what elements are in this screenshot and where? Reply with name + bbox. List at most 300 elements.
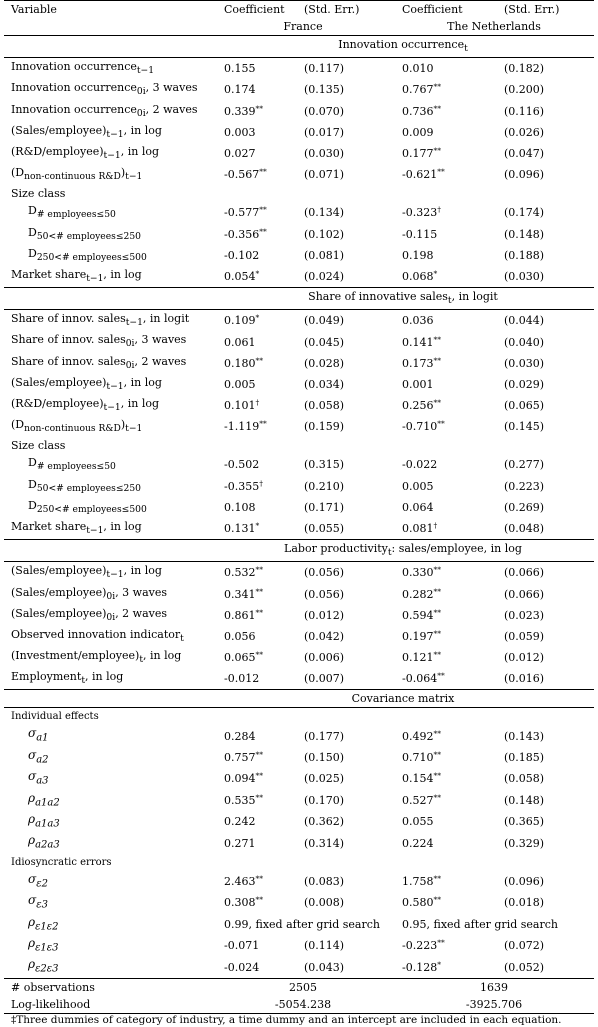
stderr-france: (0.210) — [304, 479, 345, 493]
coefficient-netherlands — [394, 101, 490, 122]
coefficient-france — [212, 647, 298, 668]
stderr-netherlands: (0.018) — [504, 896, 545, 910]
significance-marker: ** — [433, 398, 441, 408]
significance-marker: ** — [255, 607, 263, 617]
coefficient-value: 0.094 — [224, 772, 256, 786]
coefficient-value: 0.284 — [224, 729, 256, 743]
log-likelihood-france: -5054.238 — [274, 997, 332, 1011]
stderr-netherlands: (0.188) — [504, 248, 545, 262]
coefficient-netherlands — [394, 245, 490, 266]
coefficient-value: 0.757 — [224, 751, 256, 765]
table-row — [4, 374, 594, 395]
coefficient-value: 0.535 — [224, 793, 256, 807]
coefficient-value: 0.330 — [402, 566, 434, 580]
coefficient-value: -0.223 — [402, 939, 438, 953]
section-header-row — [4, 540, 594, 562]
significance-marker: † — [255, 398, 260, 408]
row-label: $(Sales/employee)_{t-1}$, in log — [11, 375, 162, 392]
stderr-netherlands: (0.365) — [504, 815, 545, 829]
coefficient-value: -0.355 — [224, 479, 260, 493]
coefficient-france — [212, 353, 298, 374]
section-spacer — [4, 690, 212, 708]
coefficient-value: 0.710 — [402, 751, 434, 765]
coefficient-value: 0.027 — [224, 147, 256, 161]
significance-marker: ** — [433, 82, 441, 92]
coefficient-france — [212, 224, 298, 245]
group-label-row — [4, 854, 594, 871]
stderr-france: (0.150) — [304, 751, 345, 765]
stderr-netherlands: (0.030) — [504, 269, 545, 283]
stderr-france: (0.114) — [304, 939, 345, 953]
stderr-france: (0.117) — [304, 62, 345, 76]
stderr-france: (0.134) — [304, 206, 345, 220]
stderr-netherlands: (0.052) — [504, 960, 545, 974]
table-row — [4, 871, 594, 892]
coefficient-netherlands — [394, 58, 490, 80]
row-label: $D_{\# employees\le 50}$ — [28, 204, 116, 221]
netherlands-note: 0.95, fixed after grid search — [402, 917, 558, 931]
coefficient-netherlands — [394, 266, 490, 288]
coefficient-netherlands — [394, 768, 490, 789]
coefficient-netherlands — [394, 331, 490, 352]
significance-marker: ** — [255, 650, 263, 660]
row-label: $\rho_{\varepsilon 1\varepsilon 3}$ — [28, 935, 59, 954]
stderr-netherlands: (0.066) — [504, 587, 545, 601]
coefficient-value: -0.502 — [224, 458, 260, 472]
coefficient-value: 0.271 — [224, 836, 256, 850]
coefficient-netherlands — [394, 374, 490, 395]
coefficient-netherlands — [394, 143, 490, 164]
coefficient-value: -0.064 — [402, 672, 438, 686]
coefficient-netherlands — [394, 416, 490, 437]
table-row — [4, 584, 594, 605]
stderr-netherlands: (0.145) — [504, 420, 545, 434]
significance-marker: ** — [433, 334, 441, 344]
significance-marker: * — [437, 959, 441, 969]
stderr-france: (0.070) — [304, 104, 345, 118]
section-header-row — [4, 288, 594, 310]
coefficient-value: 0.061 — [224, 335, 256, 349]
coefficient-france — [212, 476, 298, 497]
coefficient-france — [212, 562, 298, 584]
stderr-france: (0.056) — [304, 587, 345, 601]
table-row — [4, 331, 594, 352]
stderr-netherlands: (0.047) — [504, 147, 545, 161]
table-row — [4, 647, 594, 668]
coefficient-france — [212, 416, 298, 437]
coefficient-france — [212, 395, 298, 416]
coefficient-netherlands — [394, 747, 490, 768]
table-row — [4, 605, 594, 626]
significance-marker: ** — [433, 750, 441, 760]
table-row — [4, 790, 594, 811]
coefficient-france — [212, 518, 298, 540]
coefficient-france — [212, 956, 298, 978]
coefficient-value: 0.003 — [224, 125, 256, 139]
stderr-netherlands: (0.148) — [504, 793, 545, 807]
table-row — [4, 626, 594, 647]
coefficient-france — [212, 331, 298, 352]
table-row — [4, 79, 594, 100]
country-header-row — [4, 18, 594, 36]
stderr-france: (0.102) — [304, 227, 345, 241]
coefficient-value: 1.758 — [402, 874, 434, 888]
significance-marker: ** — [255, 771, 263, 781]
coefficient-netherlands — [394, 476, 490, 497]
stderr-france: (0.177) — [304, 729, 345, 743]
stderr-france: (0.030) — [304, 147, 345, 161]
significance-marker: ** — [433, 650, 441, 660]
stderr-france: (0.058) — [304, 399, 345, 413]
coefficient-value: 0.174 — [224, 83, 256, 97]
coefficient-netherlands — [394, 497, 490, 518]
row-label: $(Sales/employee)_{0i}$, 3 waves — [11, 585, 168, 602]
row-label: $(Sales/employee)_{t-1}$, in log — [11, 564, 162, 581]
significance-marker: * — [433, 268, 438, 278]
log-likelihood-netherlands: -3925.706 — [465, 997, 523, 1011]
coefficient-value: -0.115 — [402, 227, 438, 241]
coefficient-france — [212, 79, 298, 100]
coefficient-netherlands — [394, 164, 490, 185]
coefficient-value: -0.024 — [224, 960, 260, 974]
coefficient-value: -0.577 — [224, 206, 260, 220]
significance-marker: ** — [433, 728, 441, 738]
stderr-france: (0.028) — [304, 356, 345, 370]
coefficient-value: 0.256 — [402, 399, 434, 413]
stderr-france: (0.017) — [304, 125, 345, 139]
stderr-france: (0.135) — [304, 83, 345, 97]
stderr-france: (0.171) — [304, 500, 345, 514]
significance-marker: ** — [433, 895, 441, 905]
row-label: $\sigma_{a1}$ — [28, 726, 49, 744]
significance-marker: † — [433, 521, 438, 531]
table-row — [4, 892, 594, 913]
stderr-france: (0.007) — [304, 672, 345, 686]
table-row — [4, 454, 594, 475]
row-label: Innovation occurrence$_{0i}$, 2 waves — [11, 102, 198, 119]
coefficient-netherlands — [394, 518, 490, 540]
coefficient-netherlands — [394, 224, 490, 245]
coefficient-netherlands — [394, 79, 490, 100]
observations-france: 2505 — [212, 978, 394, 996]
empty-cell — [212, 437, 594, 454]
coefficient-value: 0.173 — [402, 356, 434, 370]
observations-netherlands: 1639 — [394, 978, 594, 996]
significance-marker: ** — [437, 419, 445, 429]
stderr-france: (0.170) — [304, 793, 345, 807]
significance-marker: ** — [437, 938, 445, 948]
stderr-netherlands: (0.096) — [504, 168, 545, 182]
coefficient-netherlands — [394, 584, 490, 605]
coefficient-value: 0.532 — [224, 566, 256, 580]
stderr-france: (0.043) — [304, 960, 345, 974]
coefficient-value: 0.767 — [402, 83, 434, 97]
stderr-netherlands: (0.185) — [504, 751, 545, 765]
table-row — [4, 562, 594, 584]
significance-marker: † — [437, 205, 441, 215]
coefficient-netherlands — [394, 725, 490, 746]
stderr-netherlands: (0.065) — [504, 399, 545, 413]
coefficient-france — [212, 832, 298, 853]
row-label: $(D_{non-continuous R\&D})_{t-1}$ — [11, 418, 143, 435]
stderr-netherlands: (0.029) — [504, 377, 545, 391]
coefficient-value: 0.065 — [224, 651, 256, 665]
coefficient-value: 0.861 — [224, 608, 256, 622]
row-label: $(Investment/employee)_t$, in log — [11, 649, 182, 666]
coefficient-france — [212, 454, 298, 475]
stderr-netherlands: (0.223) — [504, 479, 545, 493]
table-row — [4, 725, 594, 746]
coefficient-value: 0.101 — [224, 399, 256, 413]
coefficient-value: 0.131 — [224, 522, 256, 536]
coefficient-value: -0.621 — [402, 168, 438, 182]
section-title: Covariance matrix — [212, 690, 594, 708]
row-label: Size class — [11, 187, 66, 201]
significance-marker: ** — [259, 226, 267, 236]
significance-marker: ** — [433, 792, 441, 802]
stderr-france: (0.159) — [304, 420, 345, 434]
results-table — [4, 0, 594, 1014]
significance-marker: ** — [255, 355, 263, 365]
significance-marker: ** — [433, 607, 441, 617]
significance-marker: ** — [433, 146, 441, 156]
stderr-netherlands: (0.182) — [504, 62, 545, 76]
stderr-netherlands: (0.116) — [504, 104, 545, 118]
coefficient-value: 0.055 — [402, 815, 434, 829]
section-spacer — [4, 288, 212, 310]
coefficient-value: 0.109 — [224, 314, 256, 328]
section-spacer — [4, 36, 212, 58]
table-row — [4, 202, 594, 223]
table-row — [4, 266, 594, 288]
coefficient-france — [212, 892, 298, 913]
coefficient-value: -0.356 — [224, 227, 260, 241]
column-header-row — [4, 1, 594, 19]
significance-marker: ** — [259, 167, 267, 177]
stderr-netherlands: (0.148) — [504, 227, 545, 241]
coefficient-france — [212, 497, 298, 518]
coefficient-france — [212, 245, 298, 266]
significance-marker: ** — [259, 205, 267, 215]
section-header-row — [4, 690, 594, 708]
coefficient-value: 0.054 — [224, 269, 256, 283]
coefficient-value: 0.056 — [224, 629, 256, 643]
stderr-netherlands: (0.059) — [504, 629, 545, 643]
table-row — [4, 416, 594, 437]
stderr-netherlands: (0.016) — [504, 672, 545, 686]
coefficient-value: -0.710 — [402, 420, 438, 434]
coefficient-value: 0.198 — [402, 248, 434, 262]
coefficient-netherlands — [394, 647, 490, 668]
significance-marker: † — [259, 478, 263, 488]
table-row — [4, 832, 594, 853]
row-label: Individual effects — [11, 711, 99, 723]
stderr-netherlands: (0.044) — [504, 314, 545, 328]
stderr-netherlands: (0.026) — [504, 125, 545, 139]
stderr-france: (0.012) — [304, 608, 345, 622]
stderr-netherlands: (0.072) — [504, 939, 545, 953]
row-label: $\sigma_{\varepsilon 3}$ — [28, 893, 48, 911]
table-row — [4, 101, 594, 122]
stderr-france: (0.034) — [304, 377, 345, 391]
coefficient-france — [212, 266, 298, 288]
row-label: Size class — [11, 439, 66, 453]
row-label: Market share$_{t-1}$, in log — [11, 267, 142, 285]
france-note: 0.99, fixed after grid search — [224, 917, 380, 931]
coefficient-value: 0.224 — [402, 836, 434, 850]
stderr-france: (0.081) — [304, 248, 345, 262]
coefficient-value: 2.463 — [224, 874, 256, 888]
coefficient-france — [212, 202, 298, 223]
table-row — [4, 497, 594, 518]
observations-row — [4, 978, 594, 996]
stderr-netherlands: (0.058) — [504, 772, 545, 786]
coefficient-value: 0.177 — [402, 147, 434, 161]
table-row — [4, 395, 594, 416]
row-label: $(D_{non-continuous R\&D})_{t-1}$ — [11, 166, 143, 183]
coefficient-value: 0.064 — [402, 500, 434, 514]
significance-marker: ** — [433, 355, 441, 365]
significance-marker: ** — [255, 103, 263, 113]
country-netherlands: The Netherlands — [394, 18, 594, 36]
coefficient-value: 0.001 — [402, 377, 434, 391]
significance-marker: ** — [255, 565, 263, 575]
coefficient-france — [212, 584, 298, 605]
stderr-france: (0.083) — [304, 874, 345, 888]
table-row — [4, 310, 594, 332]
coefficient-value: 0.081 — [402, 522, 434, 536]
table-row — [4, 353, 594, 374]
table-row — [4, 476, 594, 497]
section-title: Share of innovative sales$_t$, in logit — [212, 288, 594, 310]
observations-label: # observations — [4, 978, 212, 996]
significance-marker: ** — [255, 895, 263, 905]
stderr-france: (0.071) — [304, 168, 345, 182]
coefficient-value: 0.492 — [402, 729, 434, 743]
coefficient-netherlands — [394, 562, 490, 584]
table-row — [4, 935, 594, 956]
stderr-netherlands: (0.040) — [504, 335, 545, 349]
coefficient-france — [212, 605, 298, 626]
coefficient-value: -0.128 — [402, 960, 438, 974]
coefficient-netherlands — [394, 122, 490, 143]
coefficient-value: 0.155 — [224, 62, 256, 76]
row-label: Share of innov. sales$_{0i}$, 2 waves — [11, 354, 187, 371]
coefficient-france — [212, 374, 298, 395]
coefficient-netherlands — [394, 353, 490, 374]
coefficient-value: 0.068 — [402, 269, 434, 283]
empty-cell — [212, 708, 594, 726]
stderr-france: (0.049) — [304, 314, 345, 328]
empty-cell — [212, 854, 594, 871]
row-label: Share of innov. sales$_{t-1}$, in logit — [11, 312, 190, 329]
stderr-header-france: (Std. Err.) — [298, 1, 394, 19]
coefficient-value: -0.022 — [402, 458, 438, 472]
coefficient-france — [212, 935, 298, 956]
coefficient-netherlands — [394, 395, 490, 416]
coefficient-value: 0.527 — [402, 793, 434, 807]
significance-marker: ** — [255, 873, 263, 883]
row-label: $D_{250<\# employees\le 500}$ — [28, 498, 147, 515]
table-row — [4, 58, 594, 80]
coefficient-france — [212, 747, 298, 768]
coefficient-value: -0.102 — [224, 248, 260, 262]
row-label: $\rho_{a1a3}$ — [28, 812, 60, 830]
stderr-netherlands: (0.030) — [504, 356, 545, 370]
coefficient-france — [212, 58, 298, 80]
significance-marker: ** — [437, 167, 445, 177]
coefficient-netherlands — [394, 454, 490, 475]
significance-marker: ** — [433, 586, 441, 596]
coefficient-value: 0.009 — [402, 125, 434, 139]
table-row — [4, 811, 594, 832]
coefficient-value: -0.071 — [224, 939, 260, 953]
row-label: $(Sales/employee)_{0i}$, 2 waves — [11, 606, 168, 623]
coefficient-value: 0.736 — [402, 104, 434, 118]
coefficient-value: 0.154 — [402, 772, 434, 786]
table-row — [4, 143, 594, 164]
table-row — [4, 245, 594, 266]
significance-marker: ** — [433, 565, 441, 575]
coefficient-value: -1.119 — [224, 420, 260, 434]
coefficient-value: -0.567 — [224, 168, 260, 182]
coefficient-france — [212, 101, 298, 122]
stderr-netherlands: (0.012) — [504, 651, 545, 665]
coefficient-france — [212, 725, 298, 746]
stderr-france: (0.025) — [304, 772, 345, 786]
coefficient-value: 0.141 — [402, 335, 434, 349]
stderr-france: (0.006) — [304, 651, 345, 665]
table-footnote: ‡Three dummies of category of industry, a time dummy and an intercept are included in each equation. — [11, 1013, 562, 1026]
section-title: Labor productivity$_t$: sales/employee, in log — [212, 540, 594, 562]
stderr-france: (0.024) — [304, 269, 345, 283]
coefficient-value: 0.580 — [402, 896, 434, 910]
coefficient-netherlands — [394, 935, 490, 956]
coefficient-header-france: Coefficient — [212, 1, 298, 19]
coefficient-netherlands — [394, 956, 490, 978]
log-likelihood-row — [4, 996, 594, 1014]
coefficient-value: 0.036 — [402, 314, 434, 328]
coefficient-netherlands — [394, 310, 490, 332]
stderr-netherlands: (0.174) — [504, 206, 545, 220]
significance-marker: ** — [433, 628, 441, 638]
table-row — [4, 164, 594, 185]
coefficient-value: -0.012 — [224, 672, 260, 686]
row-label: $\sigma_{\varepsilon 2}$ — [28, 871, 48, 890]
stderr-france: (0.042) — [304, 629, 345, 643]
row-label: $(R\&D/employee)_{t-1}$, in log — [11, 397, 160, 414]
significance-marker: ** — [437, 671, 445, 681]
coefficient-france — [212, 122, 298, 143]
row-label: $D_{50<\# employees\le 250}$ — [28, 477, 141, 494]
table-row — [4, 518, 594, 540]
significance-marker: * — [255, 521, 260, 531]
coefficient-value: 0.594 — [402, 608, 434, 622]
coefficient-value: 0.108 — [224, 500, 256, 514]
row-label: Observed innovation indicator$_t$ — [11, 627, 184, 645]
coefficient-value: 0.005 — [224, 377, 256, 391]
stderr-netherlands: (0.023) — [504, 608, 545, 622]
section-spacer — [4, 540, 212, 562]
significance-marker: ** — [433, 873, 441, 883]
row-label: Employment$_t$, in log — [11, 670, 124, 687]
coefficient-value: 0.242 — [224, 815, 256, 829]
coefficient-value: 0.308 — [224, 896, 256, 910]
coefficient-france — [212, 143, 298, 164]
stderr-france: (0.056) — [304, 566, 345, 580]
coefficient-netherlands — [394, 832, 490, 853]
row-label: $\sigma_{a3}$ — [28, 769, 49, 787]
